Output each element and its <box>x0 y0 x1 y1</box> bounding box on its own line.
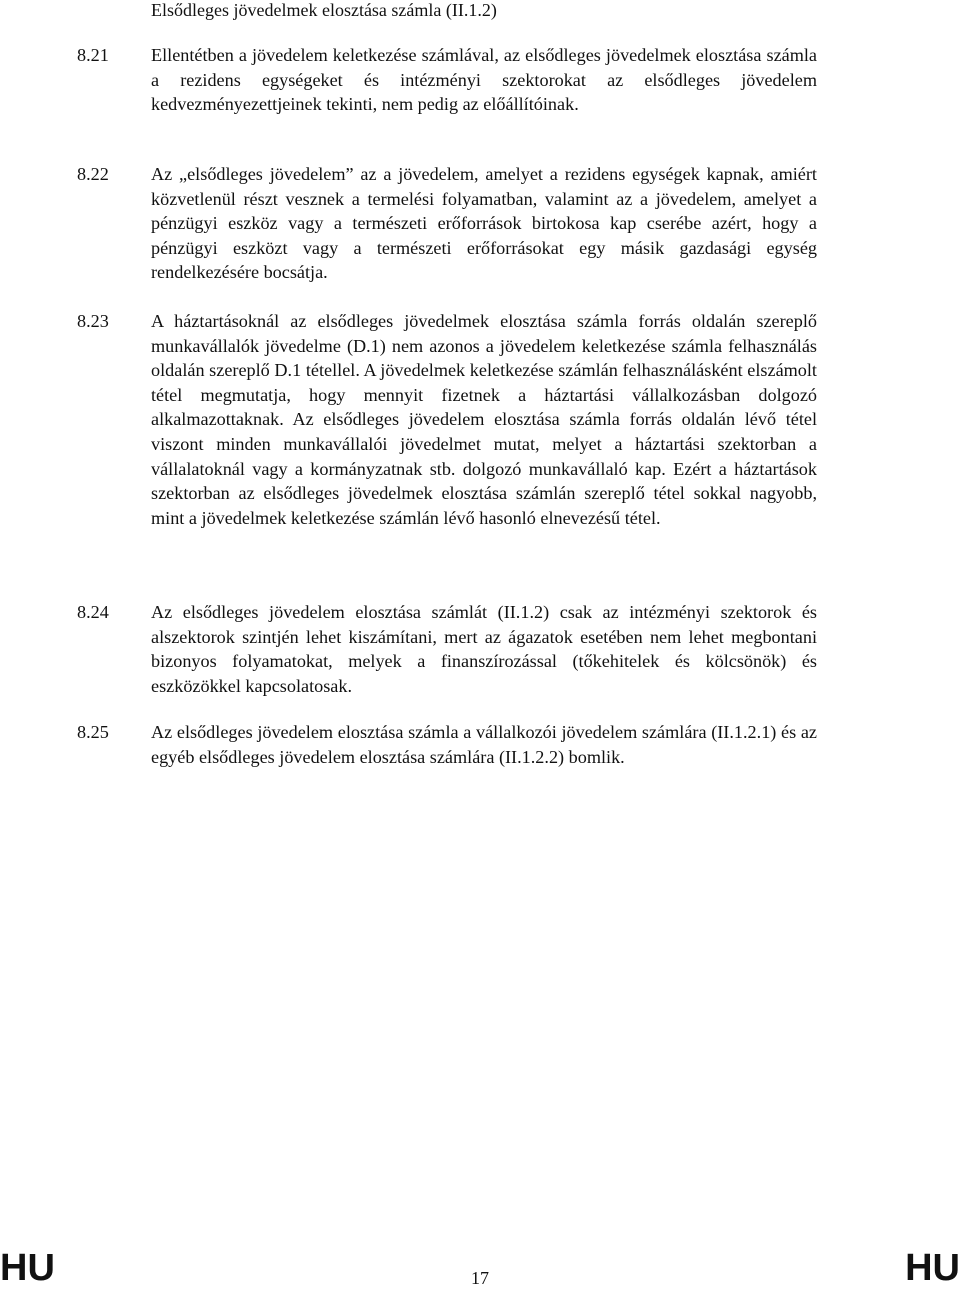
paragraph-text: Ellentétben a jövedelem keletkezése számlával, az elsődleges jövedelmek elosztása számla a rezidens egységeket és intézményi szektorokat az elsődleges jövedelem kedvezményezettjeinek tekinti, nem pedig az előállítóinak. <box>151 45 817 115</box>
paragraph-number: 8.21 <box>77 45 109 65</box>
footer-language-code-left: HU <box>0 1247 55 1289</box>
paragraph-text: Az elsődleges jövedelem elosztása számla a vállalkozói jövedelem számlára (II.1.2.1) és az egyéb elsődleges jövedelem elosztása számlára (II.1.2.2) bomlik. <box>151 722 817 767</box>
section-heading: Elsődleges jövedelmek elosztása számla (II.1.2) <box>151 0 497 20</box>
paragraph-text: Az „elsődleges jövedelem” az a jövedelem, amelyet a rezidens egységek kapnak, amiért közvetlenül részt vesznek a termelési folyamatban, valamint az a jövedelem, amelyet a pénzügyi eszköz vagy a természeti erőforrások birtokosa kap cserébe azért, hogy a pénzügyi eszközt vagy a természeti erőforrásokat egy másik gazdasági egység rendelkezésére bocsátja. <box>151 164 817 283</box>
paragraph-number: 8.24 <box>77 602 109 622</box>
paragraph-number: 8.22 <box>77 164 109 184</box>
paragraph-text: Az elsődleges jövedelem elosztása számlát (II.1.2) csak az intézményi szektorok és alszektorok szintjén lehet kiszámítani, mert az ágazatok esetében nem lehet megbontani bizonyos folyamatokat, melyek a finanszírozással (tőkehitelek és kölcsönök) és eszközökkel kapcsolatosak. <box>151 602 817 696</box>
paragraph-text: A háztartásoknál az elsődleges jövedelmek elosztása számla forrás oldalán szereplő munkavállalók jövedelme (D.1) nem azonos a jövedelem keletkezése számla felhasználás oldalán szereplő D.1 tétellel. A jövedelmek keletkezése számlán felhasználásként elszámolt tétel megmutatja, hogy mennyit fizetnek a háztartási vállalkozásban dolgozó alkalmazottaknak. Az elsődleges jövedelem elosztása számla forrás oldalán lévő tétel viszont minden munkavállalói jövedelmet mutat, melyet a háztartási szektorban a vállalatoknál vagy a kormányzatnak stb. dolgozó munkavállaló kap. Ezért a háztartások szektorban az elsődleges jövedelmek elosztása számlán szereplő tétel sokkal nagyobb, mint a jövedelmek keletkezése számlán lévő hasonló elnevezésű tétel. <box>151 311 817 528</box>
paragraph-number: 8.23 <box>77 311 109 331</box>
paragraph-number: 8.25 <box>77 722 109 742</box>
page-number: 17 <box>471 1268 489 1288</box>
footer-language-code-right: HU <box>905 1247 960 1289</box>
